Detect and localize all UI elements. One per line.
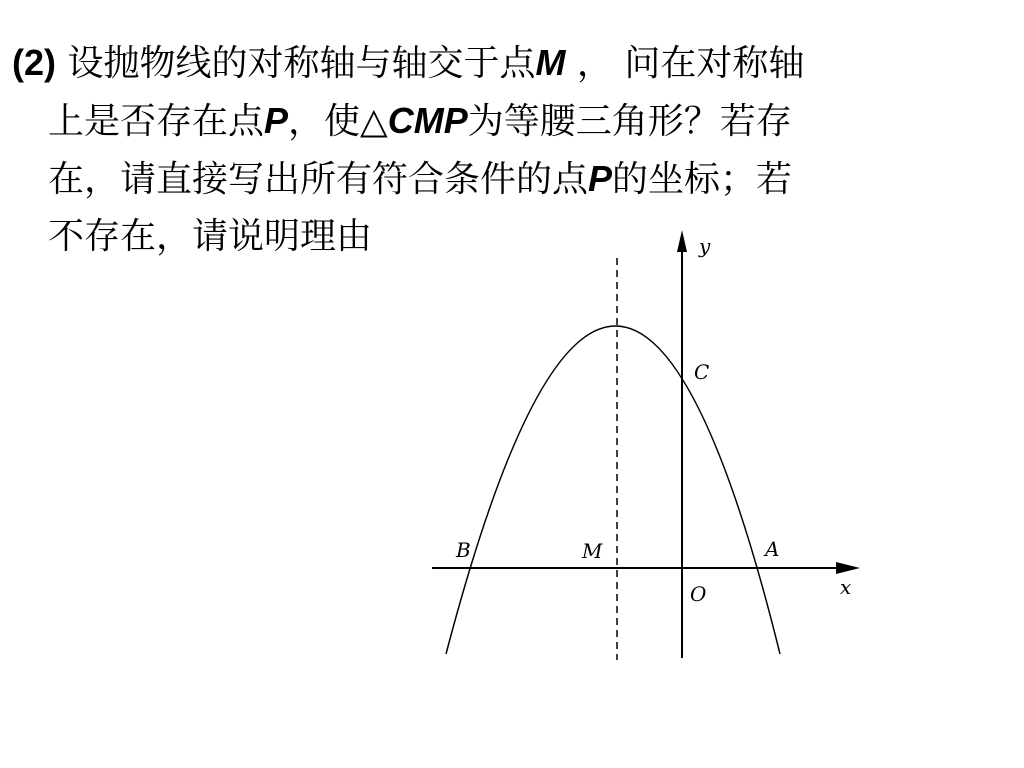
question-number: (2) bbox=[12, 42, 56, 83]
y-axis-arrow bbox=[677, 230, 687, 252]
point-m-label: M bbox=[535, 42, 566, 83]
question-text-1b: ， 问在对称轴 bbox=[565, 43, 805, 84]
question-text-3a: 在，请直接写出所有符合条件的点 bbox=[48, 159, 589, 200]
x-axis-arrow bbox=[836, 562, 860, 574]
point-m-figure-label: M bbox=[582, 539, 603, 563]
question-text-2a: 上是否存在点 bbox=[48, 101, 265, 142]
origin-label: O bbox=[690, 582, 707, 606]
y-axis-label: y bbox=[699, 234, 711, 258]
question-text-2b: ，使△ bbox=[288, 101, 388, 142]
question-text-2c: 为等腰三角形？若存 bbox=[467, 101, 792, 142]
point-c-label: C bbox=[694, 360, 710, 384]
point-p-label: P bbox=[264, 100, 289, 141]
question-text-3b: 的坐标；若 bbox=[612, 159, 793, 200]
question-text-1a: 设抛物线的对称轴与轴交于点 bbox=[56, 43, 536, 84]
point-b-label: B bbox=[456, 538, 471, 562]
question-text-4: 不存在，请说明理由 bbox=[48, 216, 373, 257]
parabola-curve bbox=[446, 326, 780, 654]
x-axis-label: x bbox=[840, 575, 852, 599]
point-p-label-2: P bbox=[588, 158, 613, 199]
triangle-cmp-label: CMP bbox=[387, 100, 468, 141]
point-a-label: A bbox=[765, 537, 780, 561]
